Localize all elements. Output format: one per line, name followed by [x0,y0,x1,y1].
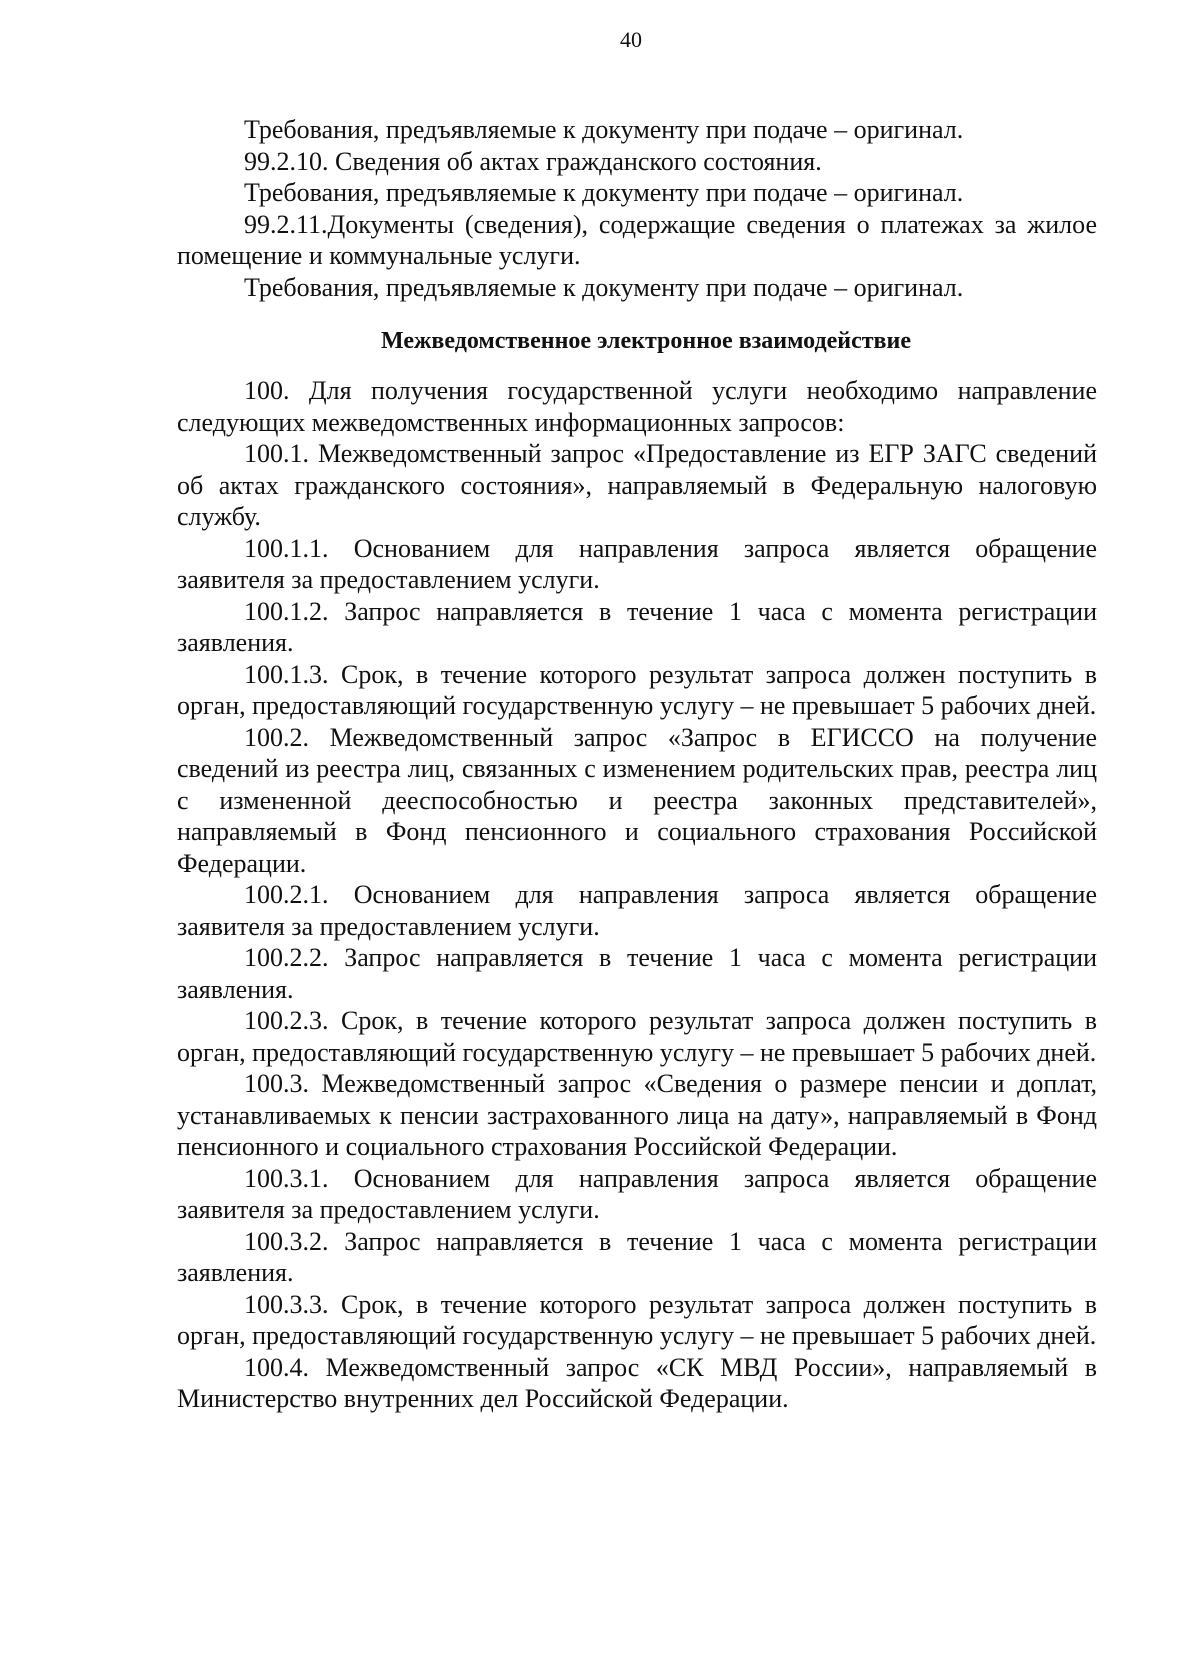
page-number: 40 [620,27,642,52]
paragraph: Требования, предъявляемые к документу при подаче – оригинал. [244,115,964,144]
paragraph: 100.3.1. Основанием для направления запроса является обращение заявителя за предоставлением услуги. [177,1163,1097,1224]
paragraph: 100.4. Межведомственный запрос «СК МВД России», направляемый в Министерство внутренних дел Российской Федерации. [177,1352,1097,1413]
paragraph: Требования, предъявляемые к документу при подаче – оригинал. [244,272,964,302]
paragraph: 100.3. Межведомственный запрос «Сведения о размере пенсии и доплат, устанавливаемых к пенсии застрахованного лица на дату», направляемый в Фонд пенсионного и социального страхования Российской Федерации. [177,1069,1097,1161]
paragraph: 100.1.2. Запрос направляется в течение 1 часа с момента регистрации заявления. [177,596,1097,657]
paragraph: 100.1.3. Срок, в течение которого результат запроса должен поступить в орган, предоставляющий государственную услугу – не превышает 5 рабочих дней. [177,659,1097,720]
paragraph: 99.2.10. Сведения об актах гражданского состояния. [244,146,822,176]
paragraph: 100.1. Межведомственный запрос «Предоставление из ЕГР ЗАГС сведений об актах гражданского состояния», направляемый в Федеральную налоговую службу. [177,439,1097,531]
paragraph: 100.1.1. Основанием для направления запроса является обращение заявителя за предоставлением услуги. [177,533,1097,594]
paragraph: 100.3.2. Запрос направляется в течение 1 часа с момента регистрации заявления. [177,1226,1097,1287]
paragraph: 99.2.11.Документы (сведения), содержащие сведения о платежах за жилое помещение и коммунальные услуги. [177,209,1097,270]
paragraph: 100.2.2. Запрос направляется в течение 1 часа с момента регистрации заявления. [177,943,1097,1004]
section-heading: Межведомственное электронное взаимодействие [381,328,911,354]
paragraph: 100.2.3. Срок, в течение которого результат запроса должен поступить в орган, предоставляющий государственную услугу – не превышает 5 рабочих дней. [177,1006,1097,1067]
paragraph: 100. Для получения государственной услуги необходимо направление следующих межведомственных информационных запросов: [177,376,1097,437]
paragraph: Требования, предъявляемые к документу при подаче – оригинал. [244,178,964,207]
paragraph: 100.2. Межведомственный запрос «Запрос в ЕГИССО на получение сведений из реестра лиц, связанных с изменением родительских прав, реестра лиц с измененной дееспособностью и реестра законных представителей», направляемый в Фонд пенсионного и социального страхования Российской Федерации. [177,722,1097,878]
document-body [177,114,1097,1415]
paragraph: 100.3.3. Срок, в течение которого результат запроса должен поступить в орган, предоставляющий государственную услугу – не превышает 5 рабочих дней. [177,1289,1097,1350]
paragraph: 100.2.1. Основанием для направления запроса является обращение заявителя за предоставлением услуги. [177,880,1097,941]
